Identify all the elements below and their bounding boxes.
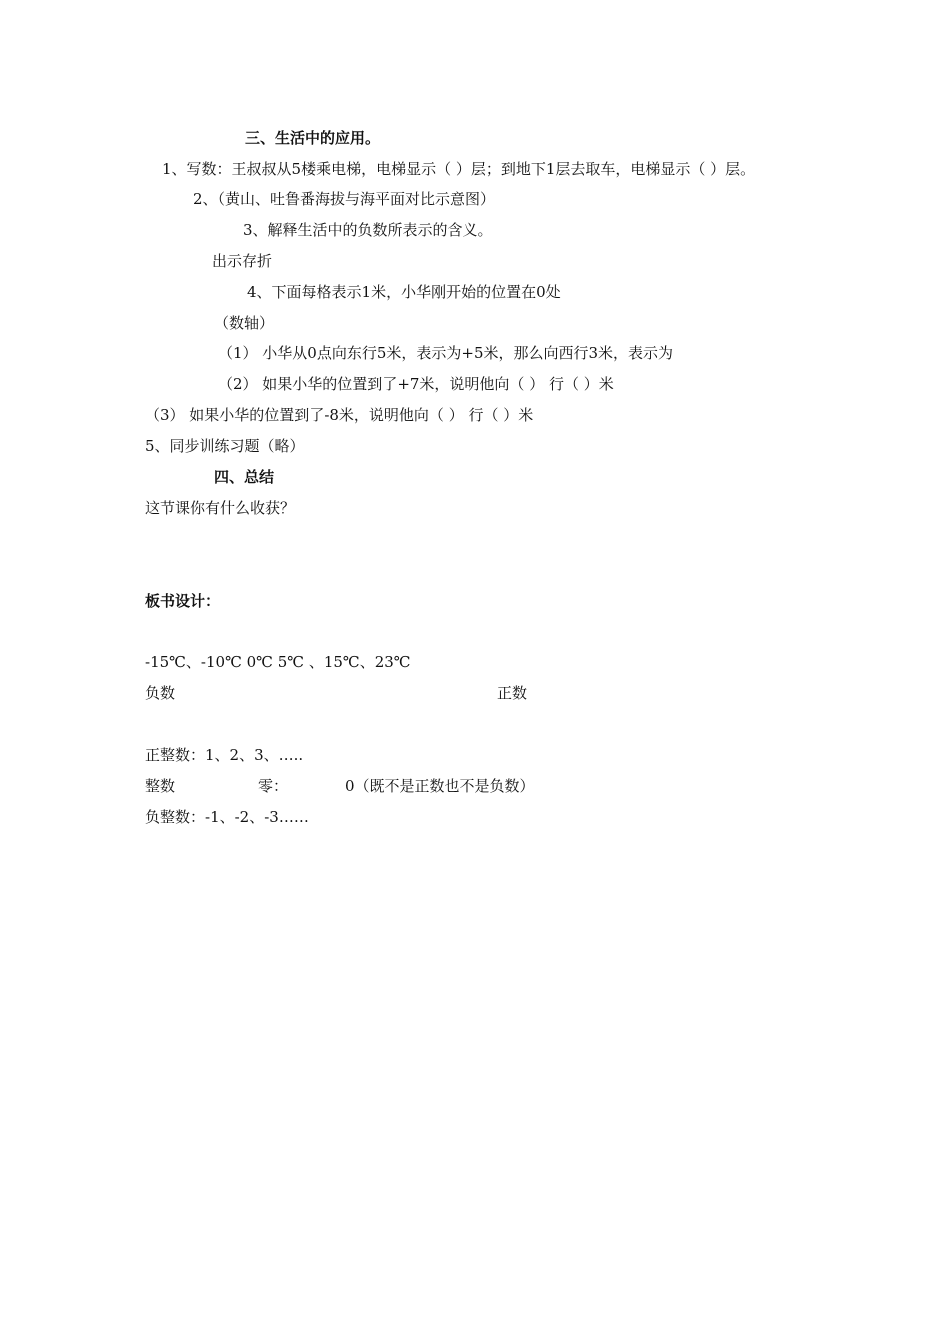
summary-question: 这节课你有什么收获？ (145, 499, 296, 517)
question-3: 3、解释生活中的负数所表示的含义。 (243, 221, 493, 239)
positive-integers: 正整数：1、2、3、….. (145, 746, 304, 764)
question-5: 5、同步训练习题（略） (145, 437, 305, 455)
question-4-part-3: （3） 如果小华的位置到了-8米，说明他向（ ） 行（ ）米 (145, 406, 534, 424)
zero-description: 0（既不是正数也不是负数） (345, 777, 535, 795)
question-2: 2、（黄山、吐鲁番海拔与海平面对比示意图） (193, 190, 496, 208)
positive-label: 正数 (497, 684, 528, 702)
question-4-part-1: （1） 小华从0点向东行5米，表示为+5米，那么向西行3米，表示为 (218, 344, 674, 362)
section4-heading: 四、总结 (214, 468, 275, 486)
temperature-list: -15℃、-10℃ 0℃ 5℃ 、15℃、23℃ (145, 653, 411, 671)
negative-integers: 负整数：-1、-2、-3…… (145, 808, 309, 826)
section3-heading: 三、生活中的应用。 (245, 129, 381, 147)
integers-label: 整数 (145, 777, 176, 795)
question-4: 4、下面每格表示1米，小华刚开始的位置在0处 (247, 283, 561, 301)
question-4-part-2: （2） 如果小华的位置到了+7米，说明他向（ ） 行（ ）米 (218, 375, 614, 393)
question-3-note: 出示存折 (212, 252, 273, 270)
question-1: 1、写数：王叔叔从5楼乘电梯，电梯显示（ ）层；到地下1层去取车，电梯显示（ ）层。 (162, 160, 756, 178)
zero-label: 零： (258, 777, 289, 795)
board-design-heading: 板书设计： (145, 592, 221, 610)
question-4-note: （数轴） (214, 314, 275, 332)
negative-label: 负数 (145, 684, 176, 702)
